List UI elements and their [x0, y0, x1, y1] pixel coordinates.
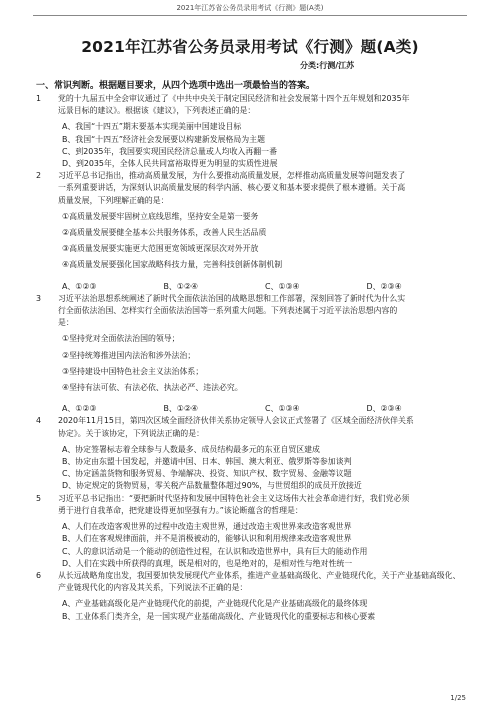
question-5 — [36, 493, 468, 570]
question-stem-line: 协定》。关于该协定，下列说法正确的是： — [58, 428, 204, 438]
question-stem-line: 习近平总书记指出：“要把新时代坚持和发展中国特色社会主义这场伟大社会革命进行好，我们党必须 — [58, 493, 410, 503]
answer-option-b: B、人们在客观规律面前，并不是消极被动的，能够认识和利用规律来改造客观世界 — [62, 534, 352, 544]
question-stem-line: 2020年11月15日，第四次区域全面经济伙伴关系协定领导人会议正式签署了《区域全面经济伙伴关系 — [58, 416, 414, 426]
question-3 — [36, 293, 468, 416]
choice-row — [58, 281, 468, 293]
question-stem-line: 一系列重要讲话，为深刻认识高质量发展的科学内涵、核心要义和基本要求提供了根本遵循。关于高 — [58, 183, 406, 193]
answer-option-b: B、协定由东盟十国发起，并邀请中国、日本、韩国、澳大利亚、俄罗斯等参加谈判 — [62, 457, 352, 467]
answer-option-d: D、协定规定的货物贸易，零关税产品数量整体超过90%，与世贸组织的成员开放接近 — [62, 481, 362, 491]
question-stem-line: 从长远战略角度出发，我国要加快发展现代产业体系，推进产业基础高级化、产业链现代化，关于产业基础高级化、 — [58, 570, 461, 580]
section-heading: 一、常识判断。根据题目要求，从四个选项中选出一项最恰当的答案。 — [36, 81, 316, 91]
choice-c: C、①③④ — [265, 404, 300, 414]
answer-option-c: C、协定涵盖货物和服务贸易、争端解决、投资、知识产权、数字贸易、金融等议题 — [62, 469, 352, 479]
answer-option-c: C、到2035年，我国要实现国民经济总量或人均收入再翻一番 — [62, 146, 277, 156]
answer-option-c: C、人的意识活动是一个能动的创造性过程，在认识和改造世界中，具有巨大的能动作用 — [62, 546, 368, 556]
question-number: 6 — [36, 570, 42, 580]
statement-1: ①高质量发展要牢固树立底线思维，坚持安全是第一要务 — [62, 211, 259, 221]
choice-d: D、②③④ — [366, 404, 402, 414]
answer-option-b: B、我国“十四五”经济社会发展要以构建新发展格局为主题 — [62, 134, 265, 144]
question-number: 2 — [36, 171, 42, 181]
running-header: 2021年江苏省公务员录用考试《行测》题(A类) — [176, 4, 324, 12]
category-label: 分类:行测/江苏 — [300, 61, 355, 70]
question-stem-line: 远景目标的建议》。根据该《建议》，下列表述正确的是： — [58, 106, 256, 116]
question-stem-line: 质量发展，下列理解正确的是： — [58, 195, 169, 205]
question-stem-line: 行全面依法治国、怎样实行全面依法治国等一系列重大问题。下列表述属于习近平法治思想内容的 — [58, 306, 398, 316]
choice-a: A、①②③ — [62, 281, 97, 291]
statement-1: ①坚持党对全面依法治国的领导； — [62, 334, 180, 344]
document-title: 2021年江苏省公务员录用考试《行测》题(A类) — [81, 38, 419, 56]
question-stem-line: 习近平总书记指出，推动高质量发展，为什么要推动高质量发展，怎样推动高质量发展等问题发表了 — [58, 171, 406, 181]
question-stem-line: 习近平法治思想系统阐述了新时代全面依法治国的战略思想和工作部署，深刻回答了新时代为什么实 — [58, 293, 406, 303]
statement-3: ③高质量发展要实施更大范围更宽领域更深层次对外开放 — [62, 244, 259, 254]
question-1 — [36, 93, 468, 170]
page-number: 1/25 — [450, 694, 466, 702]
choice-c: C、①③④ — [265, 281, 300, 291]
question-number: 4 — [36, 416, 42, 426]
statement-2: ②高质量发展要健全基本公共服务体系，改善人民生活品质 — [62, 228, 267, 238]
question-number: 5 — [36, 493, 42, 503]
statement-3: ③坚持建设中国特色社会主义法治体系； — [62, 366, 204, 376]
answer-option-d: D、到2035年，全体人民共同富裕取得更为明显的实质性进展 — [62, 159, 278, 169]
header-divider — [33, 15, 467, 16]
question-stem-line: 是： — [58, 318, 74, 328]
question-stem-line: 党的十九届五中全会审议通过了《中共中央关于制定国民经济和社会发展第十四个五年规划和2035年 — [58, 94, 410, 103]
question-stem-line: 勇于进行自我革命，把党建设得更加坚强有力。”该论断蕴含的哲理是： — [58, 505, 303, 515]
question-6 — [36, 570, 468, 623]
question-4 — [36, 415, 468, 492]
answer-option-d: D、人们在实践中所获得的真理，既是相对的，也是绝对的，是相对性与绝对性统一 — [62, 558, 353, 568]
statement-4: ④高质量发展要强化国家战略科技力量，完善科技创新体制机制 — [62, 260, 283, 270]
question-stem-line: 产业链现代化的内容及其关系，下列说法不正确的是： — [58, 583, 248, 593]
answer-option-a: A、我国“十四五”期末要基本实现美丽中国建设目标 — [62, 122, 242, 132]
statement-2: ②坚持统筹推进国内法治和涉外法治； — [62, 350, 196, 360]
answer-option-a: A、人们在改造客观世界的过程中改造主观世界，通过改造主观世界来改造客观世界 — [62, 522, 352, 532]
choice-b: B、①②④ — [163, 281, 199, 291]
question-2 — [36, 170, 468, 293]
choice-d: D、②③④ — [366, 281, 402, 291]
answer-option-a: A、协定签署标志着全球参与人数最多、成员结构最多元的东亚自贸区建成 — [62, 444, 320, 454]
choice-a: A、①②③ — [62, 404, 97, 414]
statement-4: ④坚持有法可依、有法必依、执法必严、违法必究。 — [62, 383, 243, 393]
choice-row — [58, 403, 468, 415]
choice-b: B、①②④ — [163, 404, 199, 414]
question-list — [36, 93, 468, 623]
answer-option-a: A、产业基础高级化是产业链现代化的前提，产业链现代化是产业基础高级化的最终体现 — [62, 599, 368, 609]
answer-option-b: B、工业体系门类齐全，是一国实现产业基础高级化、产业链现代化的重要标志和核心要素 — [62, 611, 376, 621]
question-number: 1 — [36, 94, 42, 103]
question-number: 3 — [36, 293, 42, 303]
